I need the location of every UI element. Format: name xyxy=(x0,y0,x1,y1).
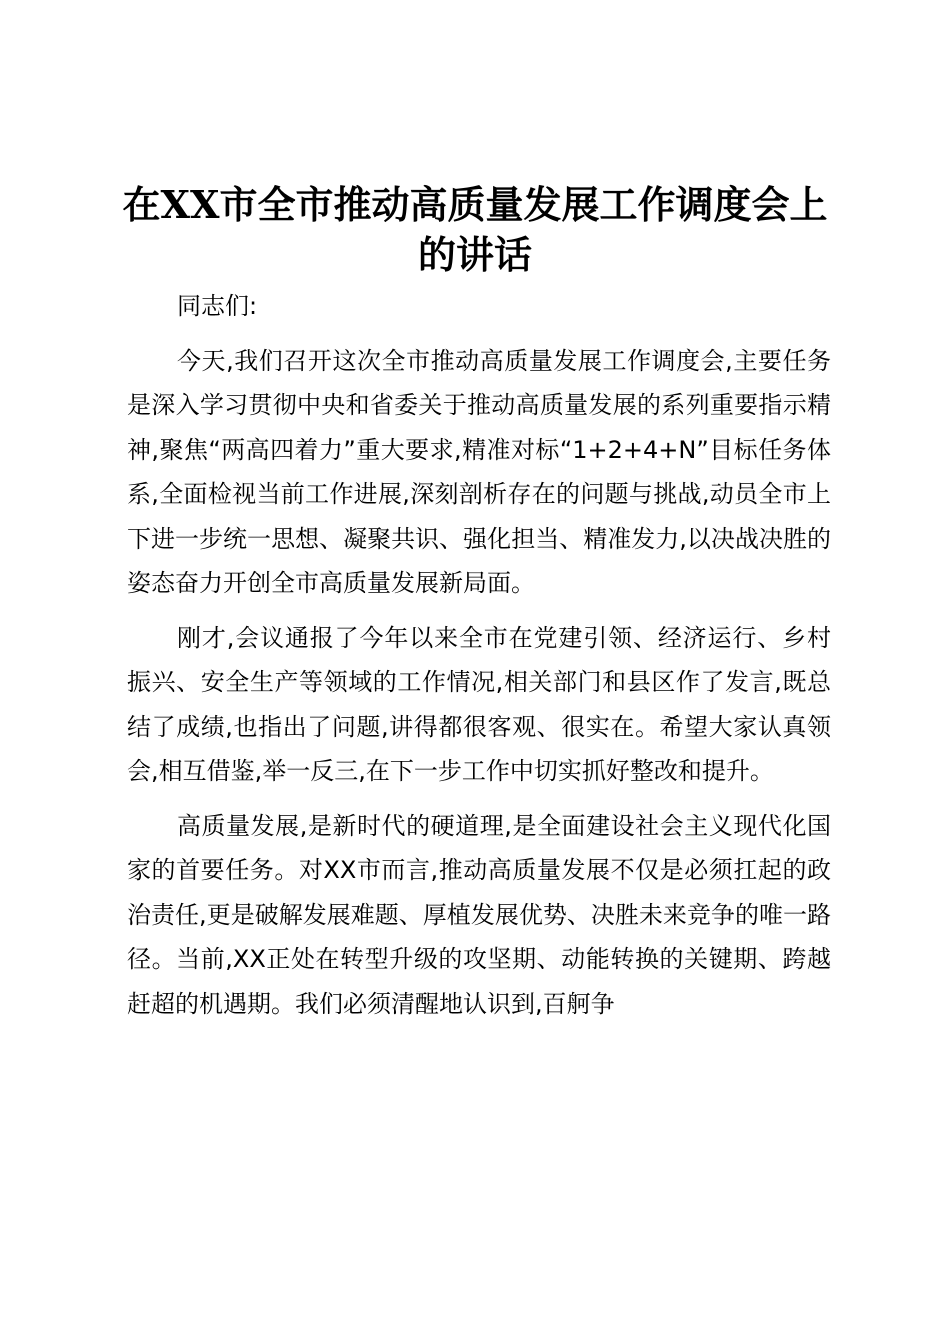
document-title: 在XX市全市推动高质量发展工作调度会上的讲话 xyxy=(122,182,828,277)
paragraph-2: 刚才,会议通报了今年以来全市在党建引领、经济运行、乡村振兴、安全生产等领域的工作情况,相关部门和县区作了发言,既总结了成绩,也指出了问题,讲得都很客观、很实在。希望大家认真领会,相互借鉴,举一反三,在下一步工作中切实抓好整改和提升。 xyxy=(127,623,831,785)
document-body xyxy=(127,284,831,1026)
paragraph-1: 今天,我们召开这次全市推动高质量发展工作调度会,主要任务是深入学习贯彻中央和省委关于推动高质量发展的系列重要指示精神,聚焦“两高四着力”重大要求,精准对标“1+2+4+N”目标任务体系,全面检视当前工作进展,深刻剖析存在的问题与挑战,动员全市上下进一步统一思想、凝聚共识、强化担当、精准发力,以决战决胜的姿态奋力开创全市高质量发展新局面。 xyxy=(127,346,831,597)
paragraph-3: 高质量发展,是新时代的硬道理,是全面建设社会主义现代化国家的首要任务。对XX市而言,推动高质量发展不仅是必须扛起的政治责任,更是破解发展难题、厚植发展优势、决胜未来竞争的唯一路径。当前,XX正处在转型升级的攻坚期、动能转换的关键期、跨越赶超的机遇期。我们必须清醒地认识到,百舸争 xyxy=(127,811,831,1018)
salutation: 同志们: xyxy=(177,292,258,320)
